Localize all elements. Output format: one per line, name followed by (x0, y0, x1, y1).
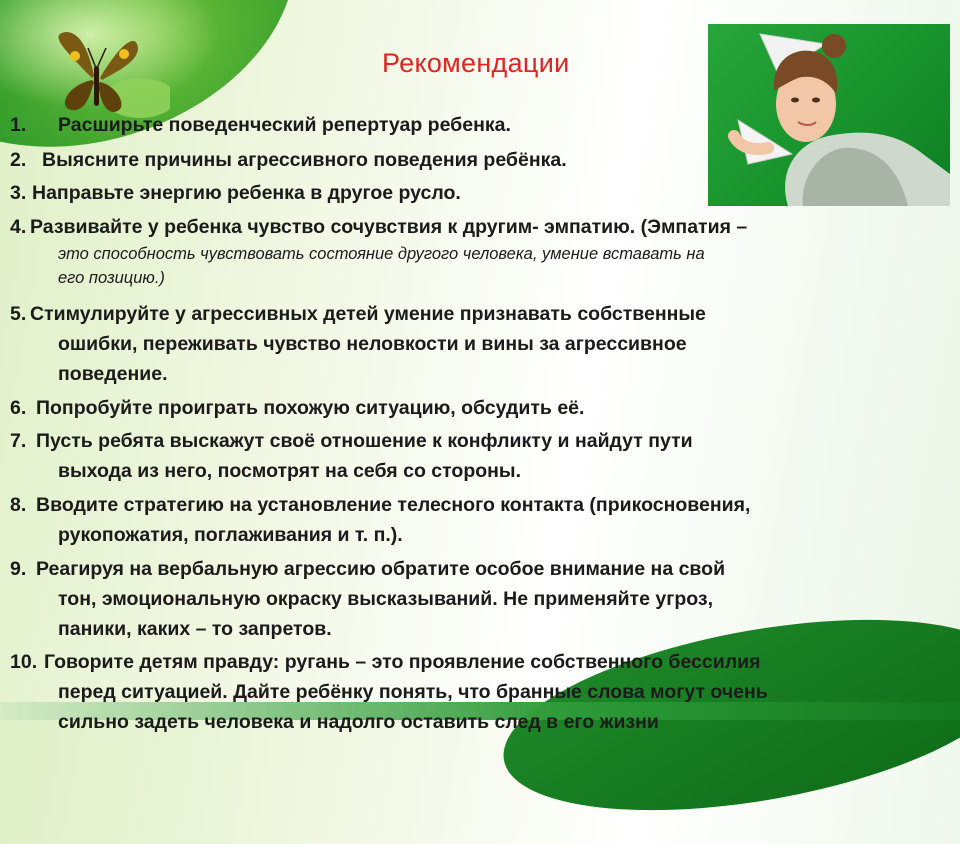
item-text: Развивайте у ребенка чувство сочувствия к другим- эмпатию. (Эмпатия – (30, 216, 748, 238)
item-number: 3. (10, 182, 27, 204)
item-text: перед ситуацией. Дайте ребёнку понять, что бранные слова могут очень (58, 681, 768, 703)
item-text: тон, эмоциональную окраску высказываний. Не применяйте угроз, (58, 588, 714, 610)
list-item-8 (10, 490, 945, 550)
item-text: Вводите стратегию на установление телесного контакта (прикосновения, (36, 494, 751, 516)
item-number: 5. (10, 303, 27, 325)
list-item-4 (10, 212, 945, 290)
list-item-3 (10, 178, 945, 208)
item-text: поведение. (58, 363, 168, 385)
item-text: Пусть ребята выскажут своё отношение к конфликту и найдут пути (36, 430, 693, 452)
item-text: Расширьте поведенческий репертуар ребенка. (58, 114, 511, 136)
list-item-6 (10, 393, 945, 423)
list-item-10 (10, 647, 945, 737)
item-number: 4. (10, 216, 27, 238)
item-text: Реагируя на вербальную агрессию обратите особое внимание на свой (36, 558, 726, 580)
item-number: 2. (10, 149, 27, 171)
list-item-2 (10, 145, 945, 175)
list-item-9 (10, 554, 945, 644)
list-item-5 (10, 299, 945, 389)
list-item-7 (10, 426, 945, 486)
item-note: его позицию.) (58, 269, 165, 287)
item-text: Попробуйте проиграть похожую ситуацию, обсудить её. (36, 397, 585, 419)
item-text: сильно задеть человека и надолго оставить след в его жизни (58, 711, 659, 733)
item-number: 6. (10, 397, 27, 419)
item-number: 1. (10, 114, 27, 136)
item-text: Говорите детям правду: ругань – это проявление собственного бессилия (44, 651, 761, 673)
item-number: 9. (10, 558, 27, 580)
item-text: рукопожатия, поглаживания и т. п.). (58, 524, 403, 546)
item-text: выхода из него, посмотрят на себя со стороны. (58, 460, 522, 482)
page-title: Рекомендации (382, 48, 570, 78)
item-text: Выясните причины агрессивного поведения ребёнка. (42, 149, 567, 171)
item-text: паники, каких – то запретов. (58, 618, 332, 640)
item-text: Направьте энергию ребенка в другое русло. (32, 182, 461, 204)
item-text: ошибки, переживать чувство неловкости и вины за агрессивное (58, 333, 687, 355)
item-text: Стимулируйте у агрессивных детей умение признавать собственные (30, 303, 706, 325)
list-item-1 (10, 110, 945, 140)
item-number: 8. (10, 494, 27, 516)
item-number: 7. (10, 430, 27, 452)
item-number: 10. (10, 651, 38, 673)
item-note: это способность чувствовать состояние другого человека, умение вставать на (58, 245, 705, 263)
